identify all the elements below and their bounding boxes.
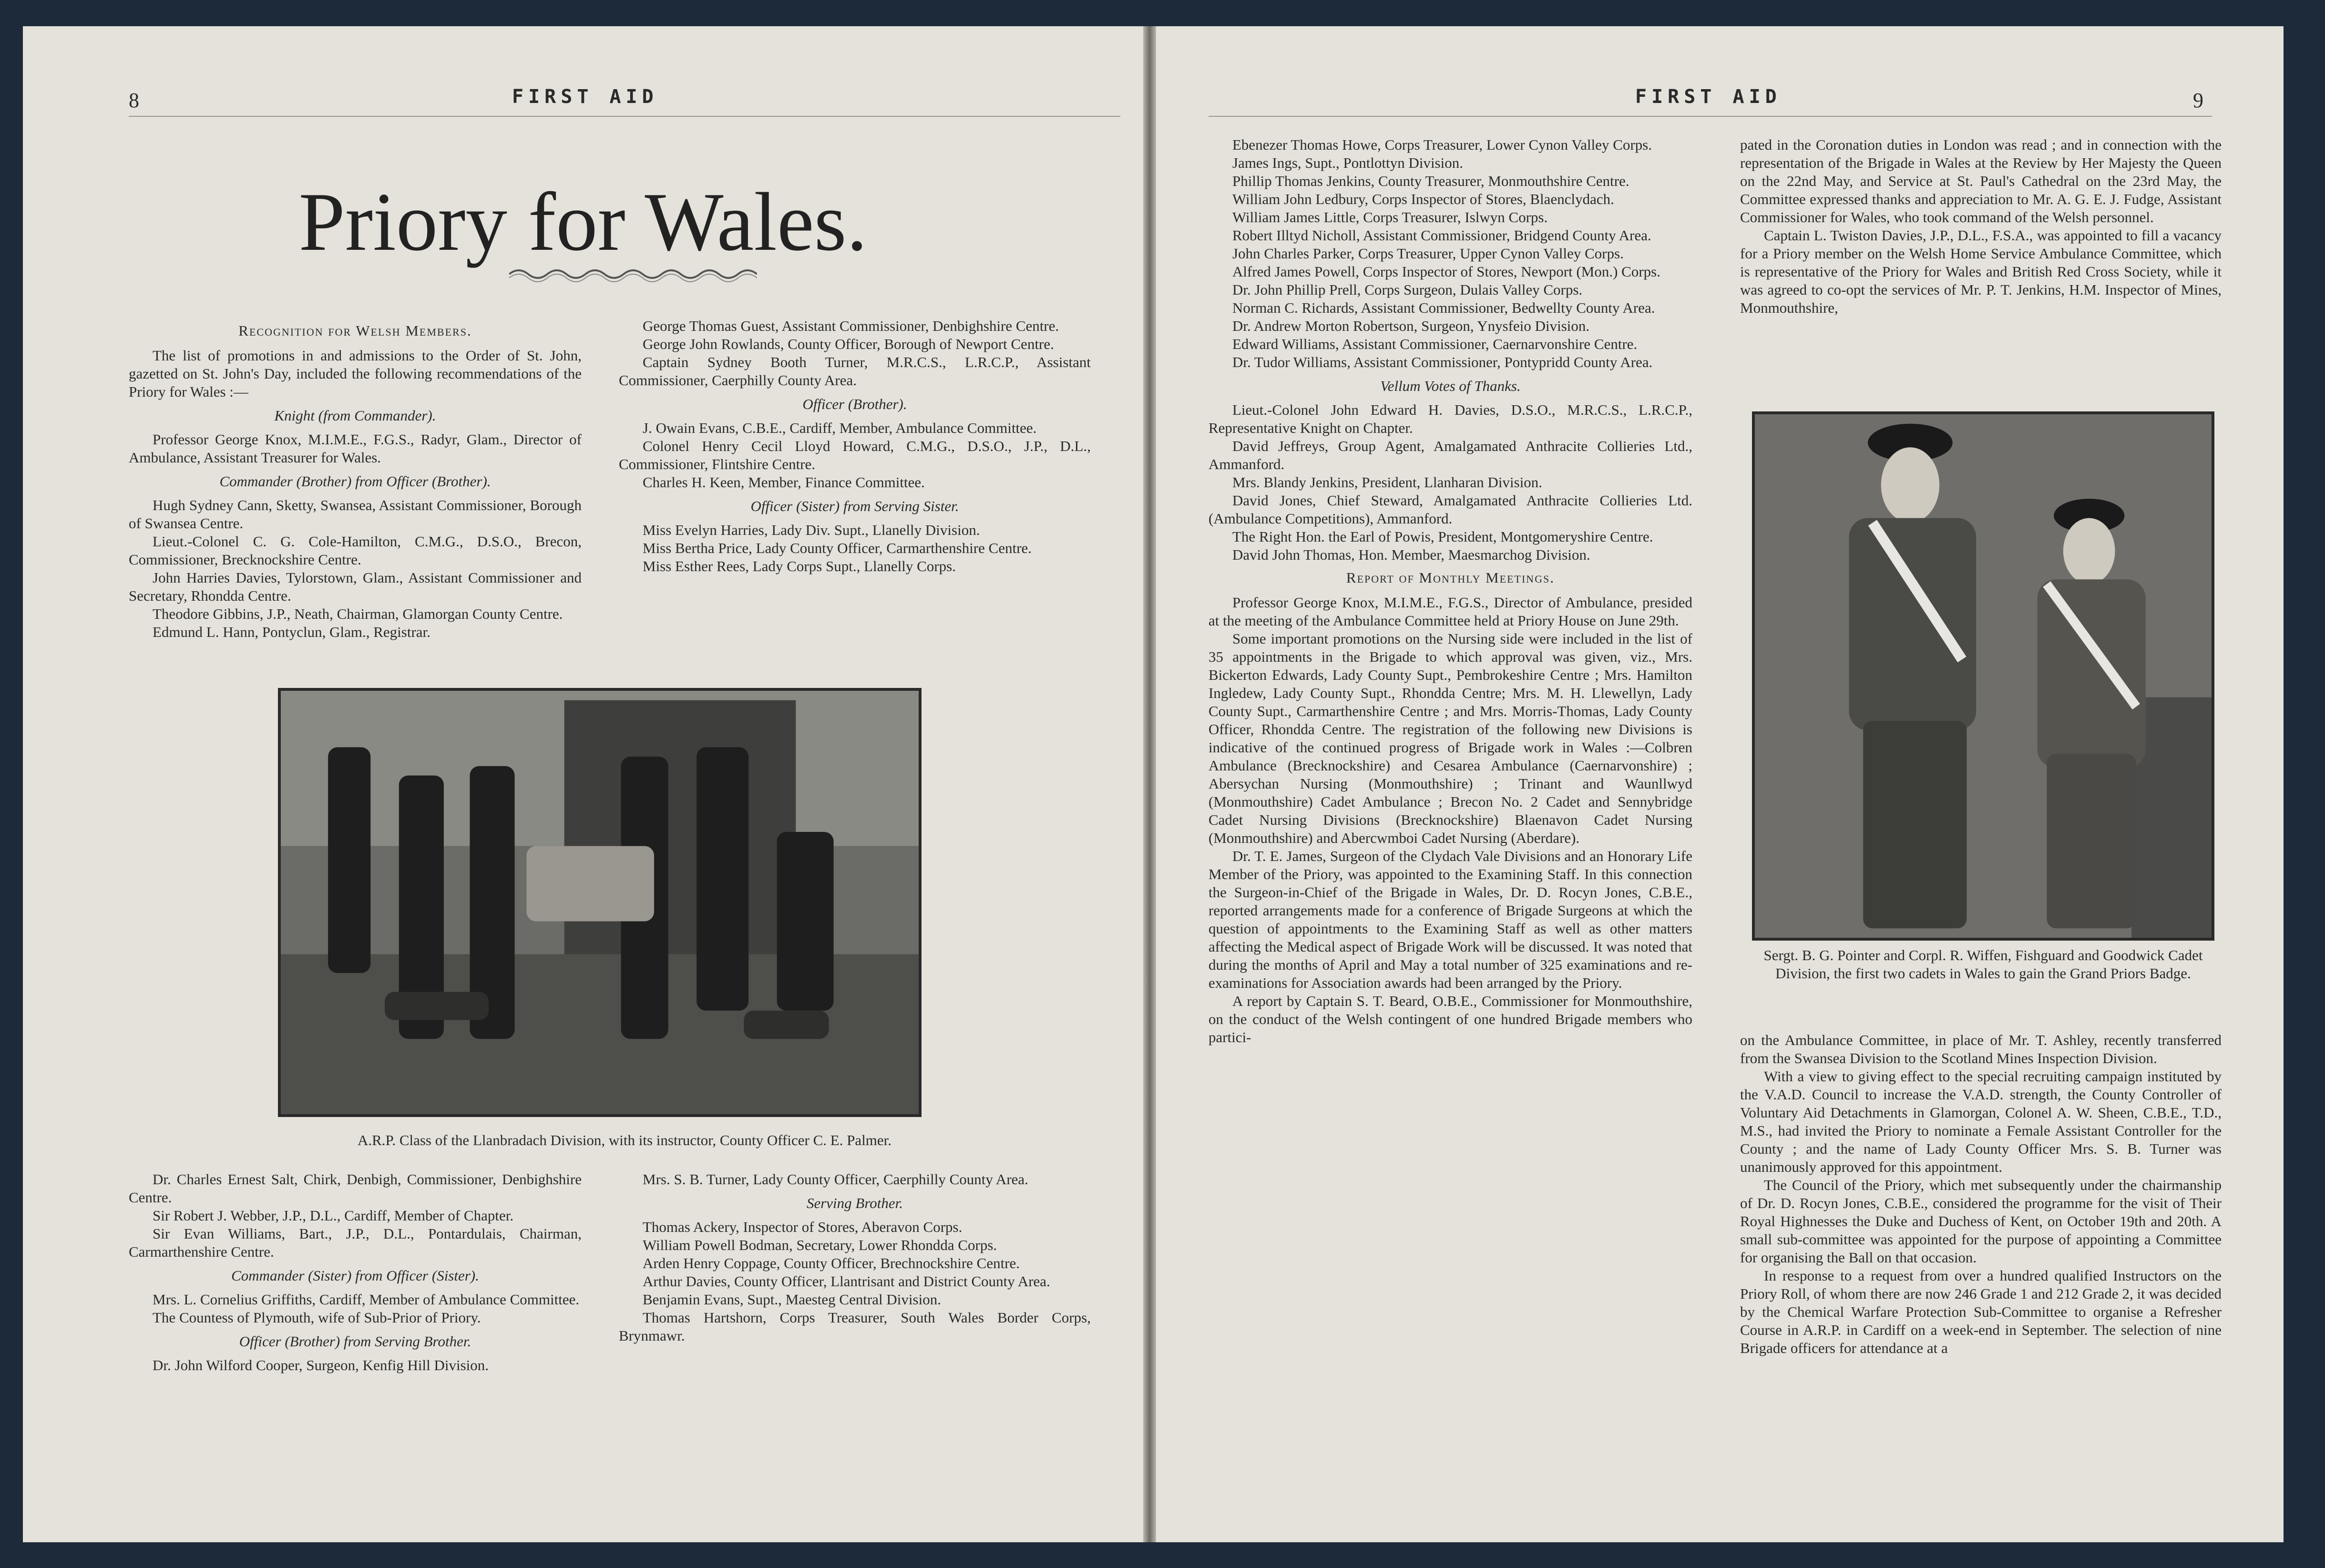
paragraph: A report by Captain S. T. Beard, O.B.E., Commissioner for Monmouthshire, on the conduct of the Welsh contingent of one hundred Brigade members who partici- bbox=[1209, 993, 1692, 1045]
paragraph: William John Ledbury, Corps Inspector of Stores, Blaenclydach. bbox=[1232, 191, 1614, 207]
paragraph: Miss Evelyn Harries, Lady Div. Supt., Llanelly Division. bbox=[643, 522, 980, 538]
paragraph: Edward Williams, Assistant Commissioner, Caernarvonshire Centre. bbox=[1232, 336, 1638, 352]
column-left-1 bbox=[129, 317, 582, 641]
page-number: 9 bbox=[2193, 89, 2203, 112]
photo-caption: A.R.P. Class of the Llanbradach Division, with its instructor, County Officer C. E. Palmer. bbox=[357, 1132, 892, 1148]
book-gutter bbox=[1143, 26, 1156, 1542]
paragraph: The Countess of Plymouth, wife of Sub-Prior of Priory. bbox=[153, 1309, 481, 1326]
paragraph: pated in the Coronation duties in London was read ; and in connection with the representation of the Brigade in Wales at the Review by Her Majesty the Queen on the 22nd May, and Service at St. Paul's Cathedral on the 23rd May, the Committee expressed thanks and appreciation to Mr. A. G. E. J. Fudge, Assistant Commissioner for Wales, who took command of the Welsh personnel. bbox=[1740, 136, 2222, 225]
ornament-divider bbox=[509, 265, 757, 284]
paragraph: Mrs. S. B. Turner, Lady County Officer, Caerphilly County Area. bbox=[643, 1171, 1028, 1188]
paragraph: J. Owain Evans, C.B.E., Cardiff, Member, Ambulance Committee. bbox=[643, 420, 1037, 436]
paragraph: Alfred James Powell, Corps Inspector of Stores, Newport (Mon.) Corps. bbox=[1232, 263, 1661, 280]
paragraph: In response to a request from over a hundred qualified Instructors on the Priory Roll, of whom there are now 246 Grade 1 and 212 Grade 2, it was decided by the Chemical Warfare Protection Sub-Committee to organise a Refresher Course in A.R.P. in Cardiff on a week-end in September. The selection of nine Brigade officers for attendance at a bbox=[1740, 1267, 2222, 1356]
paragraph: Professor George Knox, M.I.M.E., F.G.S., Director of Ambulance, presided at the meeting of the Ambulance Committee held at Priory House on June 29th. bbox=[1209, 594, 1692, 629]
section-heading: Vellum Votes of Thanks. bbox=[1380, 378, 1521, 394]
header-rule bbox=[1209, 116, 2212, 117]
paragraph: Theodore Gibbins, J.P., Neath, Chairman, Glamorgan County Centre. bbox=[153, 605, 563, 622]
paragraph: Dr. Tudor Williams, Assistant Commissioner, Pontypridd County Area. bbox=[1232, 354, 1653, 370]
paragraph: Captain L. Twiston Davies, J.P., D.L., F.S.A., was appointed to fill a vacancy for a Priory member on the Welsh Home Service Ambulance Committee, which is representative of the Priory for Wales and British Red Cross Society, while it was agreed to co-opt the services of Mr. P. T. Jenkins, H.M. Inspector of Mines, Monmouthshire, bbox=[1740, 227, 2222, 316]
section-heading: Commander (Brother) from Officer (Brother). bbox=[219, 473, 491, 490]
paragraph: Miss Esther Rees, Lady Corps Supt., Llanelly Corps. bbox=[643, 558, 956, 574]
photo-caption: Sergt. B. G. Pointer and Corpl. R. Wiffen, Fishguard and Goodwick Cadet Division, the first two cadets in Wales to gain the Grand Priors Badge. bbox=[1763, 947, 2203, 982]
paragraph: David Jeffreys, Group Agent, Amalgamated Anthracite Collieries Ltd., Ammanford. bbox=[1209, 438, 1692, 472]
paragraph: Ebenezer Thomas Howe, Corps Treasurer, Lower Cynon Valley Corps. bbox=[1232, 136, 1652, 153]
paragraph: Arden Henry Coppage, County Officer, Brechnockshire Centre. bbox=[643, 1255, 1020, 1271]
paragraph: With a view to giving effect to the special recruiting campaign instituted by the V.A.D. Council to increase the V.A.D. strength, the County Controller of Voluntary Aid Detachments in Glamorgan, Colonel A. W. Sheen, C.B.E., T.D., M.S., had invited the Priory to nominate a Female Assistant Controller for the County ; and the name of Lady County Officer Mrs. S. B. Turner was unanimously approved for this appointment. bbox=[1740, 1068, 2222, 1175]
paragraph: Dr. T. E. James, Surgeon of the Clydach Vale Divisions and an Honorary Life Member of the Priory, was appointed to the Examining Staff. In this connection the Surgeon-in-Chief of the Brigade in Wales, Dr. D. Rocyn Jones, C.B.E., reported arrangements made for a conference of Brigade Surgeons at which the question of appointments to the Examining Staff as well as other matters affecting the Medical aspect of Brigade Work will be discussed. It was noted that during the months of April and May a total number of 325 examinations and re-examinations for Association awards had been arranged by the Priory. bbox=[1209, 848, 1692, 991]
column-right-2-top bbox=[1740, 136, 2222, 317]
paragraph: The list of promotions in and admissions to the Order of St. John, gazetted on St. John's Day, included the following recommendations of the Priory for Wales :— bbox=[129, 347, 582, 400]
paragraph: Phillip Thomas Jenkins, County Treasurer, Monmouthshire Centre. bbox=[1232, 173, 1629, 189]
paragraph: David John Thomas, Hon. Member, Maesmarchog Division. bbox=[1232, 546, 1590, 563]
section-heading: Officer (Sister) from Serving Sister. bbox=[750, 498, 959, 514]
running-head: FIRST AID bbox=[1635, 86, 1782, 108]
article-title: Priory for Wales. bbox=[298, 175, 868, 268]
paragraph: Some important promotions on the Nursing side were included in the list of 35 appointments in the Brigade to which approval was given, viz., Mrs. Bickerton Edwards, Lady County Supt., Pembrokeshire Centre ; Mrs. Hamilton Ingledew, Lady County Supt., Rhondda Centre; Mrs. M. H. Llewellyn, Lady County Supt., Carmarthenshire Centre ; and Mrs. Morris-Thomas, Lady County Officer, Rhondda Centre. The registration of the following new Divisions is indicative of the continued progress of Brigade work in Wales :—Colbren Ambulance (Brecknockshire) and Cesarea Ambulance (Caernarvonshire) ; Abersychan Nursing (Monmouthshire) ; Trinant and Waunllwyd (Monmouthshire) Cadet Ambulance ; Brecon No. 2 Cadet and Sennybridge Cadet Nursing Divisions (Brecknockshire) Blaenavon Cadet Nursing (Monmouthshire) and Abercwmboi Cadet Nursing (Aberdare). bbox=[1209, 630, 1692, 846]
paragraph: on the Ambulance Committee, in place of Mr. T. Ashley, recently transferred from the Swansea Division to the Scotland Mines Inspection Division. bbox=[1740, 1032, 2222, 1066]
paragraph: William Powell Bodman, Secretary, Lower Rhondda Corps. bbox=[643, 1237, 997, 1253]
paragraph: Thomas Hartshorn, Corps Treasurer, South Wales Border Corps, Brynmawr. bbox=[619, 1309, 1091, 1344]
arp-class-photo bbox=[278, 688, 922, 1117]
paragraph: Professor George Knox, M.I.M.E., F.G.S., Radyr, Glam., Director of Ambulance, Assistant Treasurer for Wales. bbox=[129, 431, 582, 466]
paragraph: Mrs. Blandy Jenkins, President, Llanharan Division. bbox=[1232, 474, 1543, 491]
paragraph: James Ings, Supt., Pontlottyn Division. bbox=[1232, 154, 1463, 171]
section-heading: Report of Monthly Meetings. bbox=[1346, 569, 1555, 586]
column-left-2 bbox=[619, 317, 1091, 575]
paragraph: Mrs. L. Cornelius Griffiths, Cardiff, Member of Ambulance Committee. bbox=[153, 1291, 580, 1308]
paragraph: Dr. John Phillip Prell, Corps Surgeon, Dulais Valley Corps. bbox=[1232, 281, 1583, 298]
paragraph: Colonel Henry Cecil Lloyd Howard, C.M.G., D.S.O., J.P., D.L., Commissioner, Flintshire Centre. bbox=[619, 438, 1091, 472]
column-left-3 bbox=[129, 1170, 582, 1374]
section-heading: Officer (Brother) from Serving Brother. bbox=[239, 1333, 471, 1350]
section-heading: Serving Brother. bbox=[806, 1195, 903, 1211]
paragraph: The Right Hon. the Earl of Powis, President, Montgomeryshire Centre. bbox=[1232, 528, 1653, 545]
column-left-4 bbox=[619, 1170, 1091, 1345]
paragraph: Sir Evan Williams, Bart., J.P., D.L., Pontardulais, Chairman, Carmarthenshire Centre. bbox=[129, 1225, 582, 1260]
paragraph: Captain Sydney Booth Turner, M.R.C.S., L.R.C.P., Assistant Commissioner, Caerphilly County Area. bbox=[619, 354, 1091, 389]
paragraph: Thomas Ackery, Inspector of Stores, Aberavon Corps. bbox=[643, 1219, 963, 1235]
paragraph: Benjamin Evans, Supt., Maesteg Central Division. bbox=[643, 1291, 941, 1308]
paragraph: Arthur Davies, County Officer, Llantrisant and District County Area. bbox=[643, 1273, 1050, 1290]
paragraph: George John Rowlands, County Officer, Borough of Newport Centre. bbox=[643, 336, 1054, 352]
paragraph: Hugh Sydney Cann, Sketty, Swansea, Assistant Commissioner, Borough of Swansea Centre. bbox=[129, 497, 582, 532]
header-rule bbox=[129, 116, 1120, 117]
running-head: FIRST AID bbox=[512, 86, 658, 108]
section-heading: Officer (Brother). bbox=[802, 396, 907, 412]
paragraph: William James Little, Corps Treasurer, Islwyn Corps. bbox=[1232, 209, 1548, 225]
right-page bbox=[1156, 26, 2284, 1542]
paragraph: George Thomas Guest, Assistant Commissioner, Denbighshire Centre. bbox=[643, 318, 1059, 334]
paragraph: Dr. John Wilford Cooper, Surgeon, Kenfig Hill Division. bbox=[153, 1357, 489, 1373]
paragraph: John Harries Davies, Tylorstown, Glam., Assistant Commissioner and Secretary, Rhondda Centre. bbox=[129, 569, 582, 604]
paragraph: Sir Robert J. Webber, J.P., D.L., Cardiff, Member of Chapter. bbox=[153, 1207, 514, 1224]
column-right-2-bottom bbox=[1740, 1031, 2222, 1357]
left-page bbox=[23, 26, 1143, 1542]
section-heading: Knight (from Commander). bbox=[274, 407, 436, 424]
paragraph: Lieut.-Colonel John Edward H. Davies, D.S.O., M.R.C.S., L.R.C.P., Representative Knight on Chapter. bbox=[1209, 401, 1692, 436]
page-number: 8 bbox=[129, 89, 139, 112]
paragraph: Norman C. Richards, Assistant Commissioner, Bedwellty County Area. bbox=[1232, 299, 1655, 316]
cadets-portrait-photo bbox=[1752, 411, 2214, 941]
section-heading: Recognition for Welsh Members. bbox=[238, 322, 472, 339]
paragraph: Miss Bertha Price, Lady County Officer, Carmarthenshire Centre. bbox=[643, 540, 1032, 556]
paragraph: David Jones, Chief Steward, Amalgamated Anthracite Collieries Ltd. (Ambulance Competitions), Ammanford. bbox=[1209, 492, 1692, 527]
paragraph: Charles H. Keen, Member, Finance Committee. bbox=[643, 474, 925, 491]
paragraph: Dr. Charles Ernest Salt, Chirk, Denbigh, Commissioner, Denbighshire Centre. bbox=[129, 1171, 582, 1206]
paragraph: The Council of the Priory, which met subsequently under the chairmanship of Dr. D. Rocyn Jones, C.B.E., considered the programme for the visit of Their Royal Highnesses the Duke and Duchess of Kent, on October 19th and 20th. A small sub-committee was appointed for the purpose of appointing a Committee for organising the Ball on that occasion. bbox=[1740, 1177, 2222, 1266]
paragraph: Dr. Andrew Morton Robertson, Surgeon, Ynysfeio Division. bbox=[1232, 318, 1590, 334]
paragraph: John Charles Parker, Corps Treasurer, Upper Cynon Valley Corps. bbox=[1232, 245, 1624, 262]
paragraph: Edmund L. Hann, Pontyclun, Glam., Registrar. bbox=[153, 624, 430, 640]
section-heading: Commander (Sister) from Officer (Sister). bbox=[231, 1267, 479, 1284]
paragraph: Robert Illtyd Nicholl, Assistant Commissioner, Bridgend County Area. bbox=[1232, 227, 1651, 244]
paragraph: Lieut.-Colonel C. G. Cole-Hamilton, C.M.G., D.S.O., Brecon, Commissioner, Brecknockshire Centre. bbox=[129, 533, 582, 568]
column-right-1 bbox=[1209, 136, 1692, 1046]
